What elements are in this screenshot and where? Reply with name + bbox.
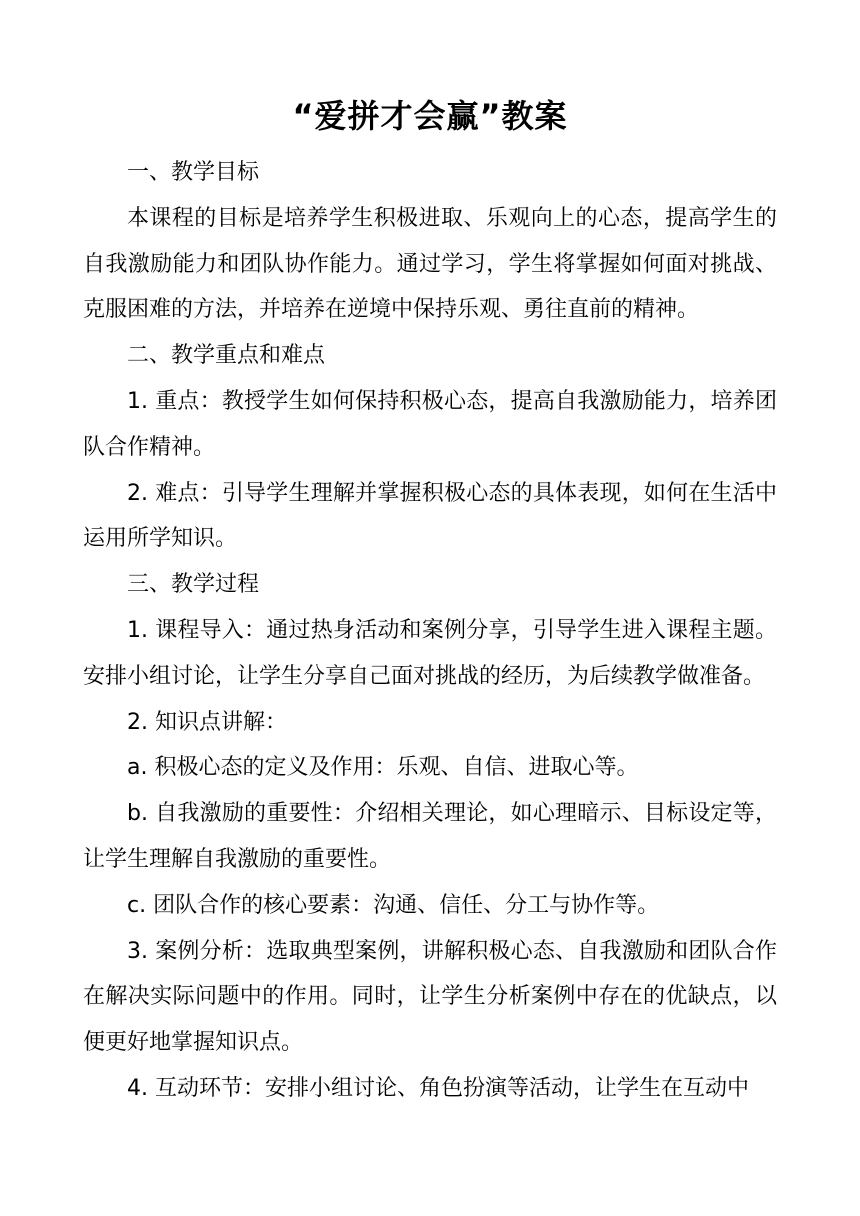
document-title: “爱拼才会赢”教案 — [292, 97, 568, 135]
list-item-b: b. 自我激励的重要性：介绍相关理论，如心理暗示、目标设定等，让学生理解自我激励的重要性。 — [83, 801, 777, 872]
paragraph-knowledge-heading: 2. 知识点讲解： — [127, 709, 287, 735]
paragraph-difficulty: 2. 难点：引导学生理解并掌握积极心态的具体表现，如何在生活中运用所学知识。 — [83, 480, 777, 552]
section-heading-process: 三、教学过程 — [127, 572, 260, 598]
list-item-a: a. 积极心态的定义及作用：乐观、自信、进取心等。 — [127, 755, 639, 781]
paragraph-objectives: 本课程的目标是培养学生积极进取、乐观向上的心态，提高学生的自我激励能力和团队协作能力。通过学习，学生将掌握如何面对挑战、克服困难的方法，并培养在逆境中保持乐观、勇往直前的精神。 — [83, 205, 777, 323]
paragraph-introduction: 1. 课程导入：通过热身活动和案例分享，引导学生进入课程主题。安排小组讨论，让学生分享自己面对挑战的经历，为后续教学做准备。 — [83, 617, 777, 689]
section-heading-objectives: 一、教学目标 — [127, 160, 260, 185]
list-item-c: c. 团队合作的核心要素：沟通、信任、分工与协作等。 — [127, 892, 660, 918]
document-body — [83, 150, 777, 1112]
paragraph-key-point: 1. 重点：教授学生如何保持积极心态，提高自我激励能力，培养团队合作精神。 — [83, 388, 777, 460]
paragraph-interaction: 4. 互动环节：安排小组讨论、角色扮演等活动，让学生在互动中 — [127, 1075, 749, 1101]
paragraph-case-analysis: 3. 案例分析：选取典型案例，讲解积极心态、自我激励和团队合作在解决实际问题中的作用。同时，让学生分析案例中存在的优缺点，以便更好地掌握知识点。 — [83, 938, 777, 1056]
section-heading-key-points: 二、教学重点和难点 — [127, 343, 326, 369]
